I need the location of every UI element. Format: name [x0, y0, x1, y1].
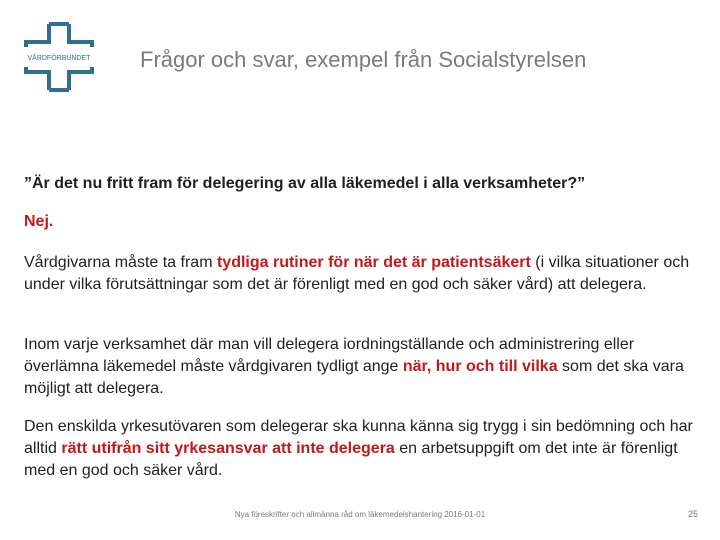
page-number: 25	[687, 509, 698, 519]
question-text: ”Är det nu fritt fram för delegering av alla läkemedel i alla verksamheter?”	[24, 175, 586, 192]
paragraph-text: Inom varje verksamhet där man vill delegera iordningställande och administrering eller överlämna läkemedel måste vårdgivaren tydligt ange	[24, 336, 635, 375]
paragraph-text: Den enskilda yrkesutövaren som delegerar ska kunna känna sig trygg i sin bedömning och har alltid	[24, 418, 693, 457]
logo-text: VÅRDFÖRBUNDET	[27, 55, 91, 62]
paragraph-text: Vårdgivarna måste ta fram	[24, 254, 217, 271]
cross-logo-icon	[22, 20, 96, 94]
highlight-text: när, hur och till vilka	[402, 358, 558, 375]
paragraph-routines	[24, 252, 704, 296]
footer-text: Nya föreskrifter och allmänna råd om läkemedelshantering 2016-01-01	[234, 510, 486, 519]
paragraph-text: som det ska vara möjligt att delegera.	[24, 358, 684, 397]
paragraph-practitioner	[24, 416, 704, 482]
vardforbundet-logo	[22, 20, 96, 94]
paragraph-text: (i vilka situationer och under vilka förutsättningar som det är förenligt med en god och säker vård) att delegera.	[24, 254, 690, 293]
answer-text: Nej.	[24, 213, 54, 230]
paragraph-text: en arbetsuppgift om det inte är förenligt med en god och säker vård.	[24, 440, 678, 479]
page-title: Frågor och svar, exempel från Socialstyrelsen	[140, 47, 587, 72]
highlight-text: tydliga rutiner för när det är patientsäkert	[216, 254, 531, 271]
paragraph-operations	[24, 334, 704, 400]
highlight-text: rätt utifrån sitt yrkesansvar att inte delegera	[61, 440, 395, 457]
